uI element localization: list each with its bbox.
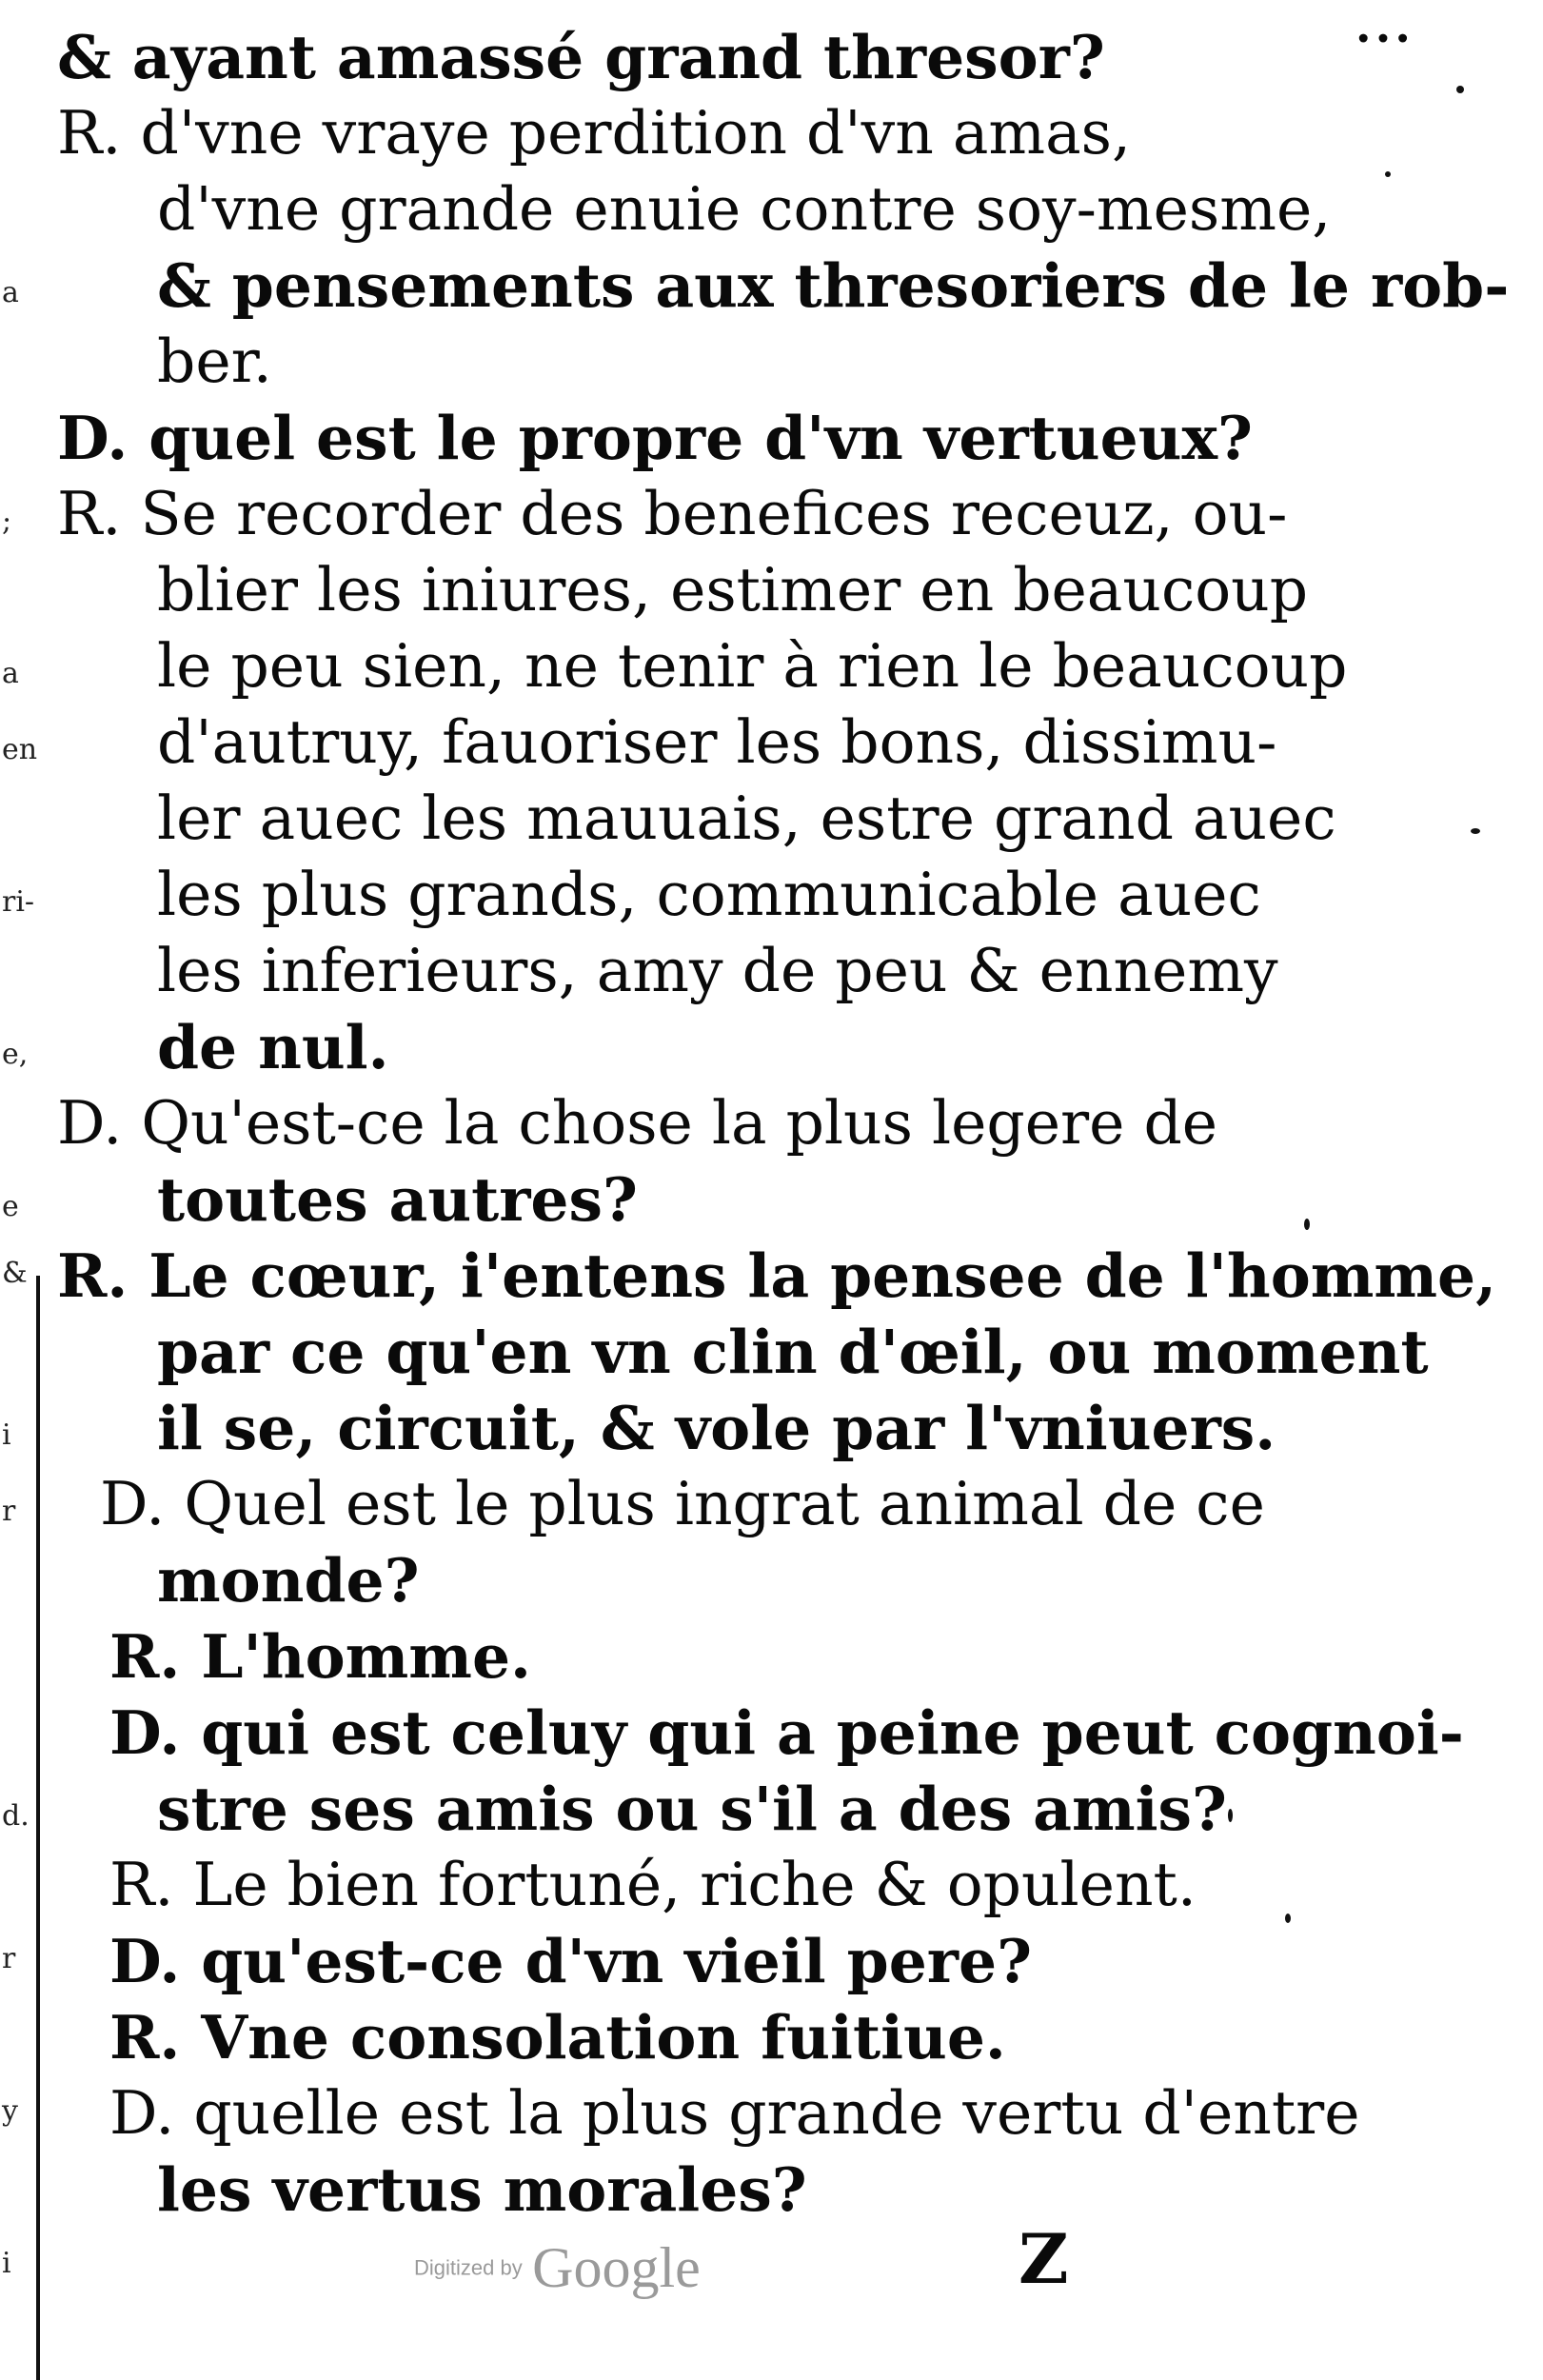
- text-line: R. Se recorder des benefices receuz, ou-: [57, 479, 1288, 548]
- margin-char: d.: [2, 1799, 30, 1833]
- margin-char: e,: [2, 1038, 29, 1071]
- text-line: D. Qu'est-ce la chose la plus legere de: [57, 1088, 1218, 1158]
- text-line: R. d'vne vraye perdition d'vn amas,: [57, 98, 1132, 168]
- margin-char: ;: [2, 505, 12, 538]
- margin-char: r: [2, 1942, 16, 1975]
- text-line: R. Vne consolation fuitiue.: [109, 2002, 1006, 2073]
- gutter-rule: [36, 1276, 40, 2380]
- text-line: ler auec les mauuais, estre grand auec: [157, 783, 1336, 853]
- text-line: R. Le bien fortuné, riche & opulent.: [109, 1850, 1197, 1919]
- margin-char: i: [2, 2247, 11, 2280]
- margin-char: e: [2, 1190, 19, 1223]
- margin-char: en: [2, 733, 38, 766]
- text-line: les vertus morales?: [157, 2154, 807, 2225]
- dialogue-text: [57, 19, 1510, 2228]
- text-line: & ayant amassé grand thresor?: [57, 22, 1105, 92]
- ink-speck: [1385, 171, 1391, 177]
- text-line: D. quel est le propre d'vn vertueux?: [57, 403, 1253, 473]
- text-line: d'vne grande enuie contre soy-mesme,: [157, 174, 1332, 244]
- text-line: de nul.: [157, 1012, 389, 1082]
- text-line: D. quelle est la plus grande vertu d'entre: [109, 2078, 1360, 2148]
- text-line: les plus grands, communicable auec: [157, 860, 1261, 929]
- text-line: blier les iniures, estimer en beaucoup: [157, 555, 1309, 625]
- margin-char: a: [2, 657, 19, 690]
- margin-char: y: [2, 2094, 18, 2128]
- margin-char: r: [2, 1495, 16, 1528]
- text-line: D. qui est celuy qui a peine peut cognoi-: [109, 1697, 1464, 1768]
- text-line: ber.: [157, 327, 272, 396]
- ink-speck: [1285, 1914, 1291, 1923]
- ink-speck: [1304, 1219, 1310, 1230]
- text-line: D. Quel est le plus ingrat animal de ce: [100, 1469, 1265, 1538]
- ink-speck: [1471, 828, 1480, 834]
- text-line: il se, circuit, & vole par l'vniuers.: [157, 1393, 1276, 1463]
- ink-speck: [1228, 1809, 1233, 1822]
- text-line: les inferieurs, amy de peu & ennemy: [157, 936, 1278, 1005]
- text-line: R. Le cœur, i'entens la pensee de l'homme,: [57, 1240, 1497, 1311]
- text-line: le peu sien, ne tenir à rien le beaucoup: [157, 631, 1348, 701]
- text-line: monde?: [157, 1545, 420, 1616]
- ink-speck: [1456, 86, 1464, 93]
- text-line: d'autruy, fauoriser les bons, dissimu-: [157, 707, 1277, 777]
- catchword-signature: Z: [1019, 2218, 1069, 2299]
- text-line: toutes autres?: [157, 1164, 638, 1235]
- text-line: & pensements aux thresoriers de le rob-: [157, 250, 1510, 321]
- margin-char: ri-: [2, 885, 35, 919]
- text-line: R. L'homme.: [109, 1621, 531, 1692]
- google-logo: Google: [532, 2236, 701, 2299]
- digitized-watermark: [414, 2235, 701, 2301]
- margin-char: &: [2, 1257, 28, 1290]
- page-number-fragment: ...: [1355, 0, 1414, 53]
- text-line: par ce qu'en vn clin d'œil, ou moment: [157, 1317, 1429, 1387]
- text-line: D. qu'est-ce d'vn vieil pere?: [109, 1926, 1032, 1996]
- margin-char: a: [2, 276, 19, 309]
- text-line: stre ses amis ou s'il a des amis?: [157, 1774, 1227, 1844]
- margin-char: i: [2, 1418, 11, 1452]
- digitized-by-label: Digitized by: [414, 2255, 523, 2280]
